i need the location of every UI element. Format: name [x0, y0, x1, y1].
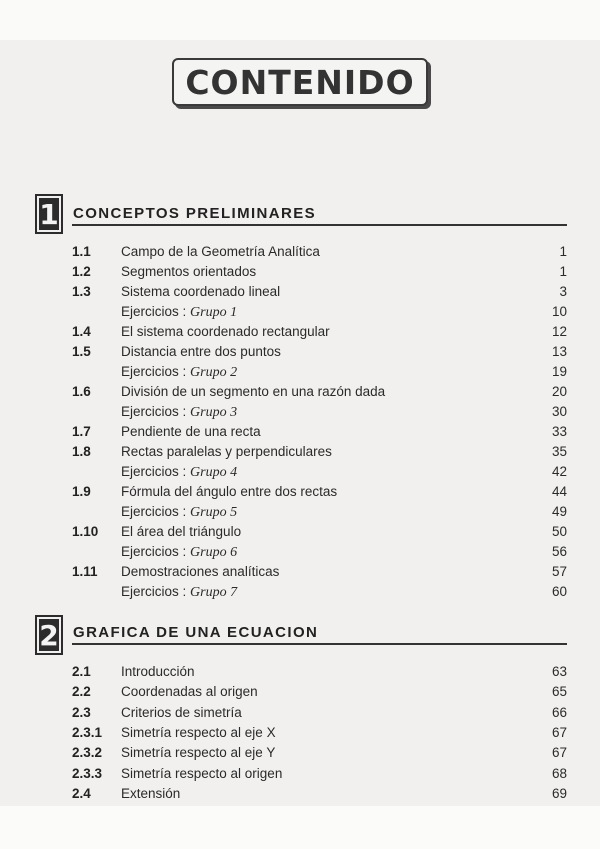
toc-entry-page: 19: [551, 364, 567, 379]
toc-entry-number: 1.9: [72, 484, 91, 499]
toc-entry-number: 2.1: [72, 664, 91, 679]
toc-entry-group: Grupo 7: [190, 585, 238, 600]
toc-entry: [72, 582, 567, 602]
toc-entry-title: [121, 784, 180, 804]
toc-entry-label: El área del triángulo: [121, 524, 242, 539]
toc-entry: [72, 502, 567, 522]
chapter-rule: [72, 643, 567, 645]
toc-entry: [72, 522, 567, 542]
toc-entry-label: Campo de la Geometría Analítica: [121, 244, 320, 259]
toc-entry: [72, 764, 567, 784]
chapter-rule: [72, 224, 567, 226]
toc-entry: [72, 262, 567, 282]
toc-entry-title: [121, 743, 275, 763]
toc-entry-title: [121, 542, 237, 563]
toc-entry: [72, 482, 567, 502]
toc-entry-title: [121, 442, 332, 462]
toc-entry-label: Sistema coordenado lineal: [121, 284, 281, 299]
toc-entry-number: 2.3.2: [72, 745, 103, 761]
toc-entry-page: 63: [551, 664, 567, 679]
toc-entry-title: [121, 322, 330, 342]
toc-entry-title: [121, 502, 237, 523]
toc-entry-page: 49: [551, 504, 567, 519]
toc-entry-label: Simetría respecto al origen: [121, 765, 283, 781]
toc-entry-group: Grupo 6: [190, 545, 238, 560]
toc-entry-number: 2.3: [72, 704, 91, 720]
toc-entry-number: 1.11: [72, 564, 98, 579]
toc-entry-title: [121, 342, 281, 362]
toc-entry-number: 2.3.1: [72, 724, 103, 740]
toc-entry-page: 68: [551, 765, 567, 781]
toc-entry: [72, 362, 567, 382]
toc-entry: [72, 322, 567, 342]
toc-entry: [72, 422, 567, 442]
toc-entry-page: 1: [559, 264, 567, 279]
toc-entry-number: 1.10: [72, 524, 99, 539]
toc-entry-number: 1.2: [72, 264, 91, 279]
toc-entry-number: 2.3.3: [72, 765, 103, 781]
toc-entry-title: [121, 662, 195, 682]
toc-entry-title: [121, 402, 237, 423]
toc-entry-title: [121, 723, 276, 743]
toc-entry-page: 69: [551, 785, 567, 801]
toc-entry-label: Simetría respecto al eje Y: [121, 745, 276, 761]
toc-entry-group: Grupo 1: [190, 305, 238, 320]
toc-entry-number: 1.7: [72, 424, 91, 439]
toc-entry-number: 1.3: [72, 284, 91, 299]
toc-entry-title: [121, 703, 242, 723]
toc-entry-title: [121, 262, 256, 282]
toc-entry-title: [121, 302, 237, 323]
toc-entry-label: Segmentos orientados: [121, 264, 257, 279]
toc-entry-title: [121, 562, 279, 582]
toc-entry-label: Distancia entre dos puntos: [121, 344, 281, 359]
toc-entry-page: 67: [551, 724, 567, 740]
toc-entry: [72, 784, 567, 804]
toc-entry: [72, 382, 567, 402]
toc-entry-group: Grupo 5: [190, 505, 238, 520]
chapter-title: GRAFICA DE UNA ECUACION: [73, 624, 319, 641]
toc-entry-page: 35: [551, 444, 567, 459]
toc-entry-label: Ejercicios :: [121, 544, 191, 559]
toc-entry-group: Grupo 4: [190, 465, 238, 480]
toc-entry-label: Rectas paralelas y perpendiculares: [121, 444, 332, 459]
toc-entry: [72, 442, 567, 462]
toc-entry-number: 1.8: [72, 444, 91, 459]
toc-entry: [72, 662, 567, 682]
toc-entry-label: Introducción: [121, 664, 195, 679]
toc-entry-page: 13: [551, 344, 567, 359]
toc-entry-title: [121, 582, 237, 603]
toc-entry: [72, 302, 567, 322]
toc-entry-page: 20: [551, 384, 567, 399]
page-top-margin: [0, 0, 600, 40]
toc-entry-label: Ejercicios :: [121, 464, 191, 479]
chapter-title: CONCEPTOS PRELIMINARES: [73, 205, 317, 222]
toc-entry-group: Grupo 2: [190, 365, 238, 380]
toc-entry: [72, 682, 567, 702]
toc-entry-page: 67: [551, 745, 567, 761]
toc-entry: [72, 402, 567, 422]
toc-entry-label: Ejercicios :: [121, 404, 191, 419]
toc-entry-label: Ejercicios :: [121, 304, 191, 319]
page-title: CONTENIDO: [185, 62, 415, 102]
toc-entry-title: [121, 242, 320, 262]
toc-entry-page: 60: [551, 584, 567, 599]
toc-entry: [72, 562, 567, 582]
toc-entry-page: 42: [551, 464, 567, 479]
toc-entry-label: Demostraciones analíticas: [121, 564, 280, 579]
toc-entry-title: [121, 362, 237, 383]
toc-entry-number: 1.4: [72, 324, 91, 339]
toc-entry: [72, 342, 567, 362]
toc-entry-title: [121, 482, 337, 502]
toc-entry-title: [121, 282, 280, 302]
toc-entry-label: Extensión: [121, 785, 181, 801]
toc-entry-number: 1.6: [72, 384, 91, 399]
toc-entry: [72, 703, 567, 723]
toc-entry-page: 44: [551, 484, 567, 499]
toc-entry-label: Fórmula del ángulo entre dos rectas: [121, 484, 338, 499]
toc-entry-title: [121, 682, 258, 702]
chapter-number-badge: 1: [35, 194, 63, 234]
toc-entry-page: 65: [551, 684, 567, 700]
contents-title-box: [172, 58, 428, 106]
toc-entry-page: 10: [551, 304, 567, 319]
toc-entry-label: División de un segmento en una razón dada: [121, 384, 386, 399]
toc-entry-group: Grupo 3: [190, 405, 238, 420]
toc-entry-page: 56: [551, 544, 567, 559]
toc-entry-label: Coordenadas al origen: [121, 684, 258, 700]
toc-entry-title: [121, 522, 241, 542]
toc-entry-label: Ejercicios :: [121, 584, 191, 599]
toc-entry-page: 50: [551, 524, 567, 539]
toc-entry-title: [121, 764, 282, 784]
toc-entry-page: 33: [551, 424, 567, 439]
toc-entry-page: 57: [551, 564, 567, 579]
toc-entry-label: El sistema coordenado rectangular: [121, 324, 330, 339]
toc-entry-number: 1.1: [72, 244, 91, 259]
toc-entry-number: 1.5: [72, 344, 91, 359]
toc-entry-number: 2.4: [72, 785, 91, 801]
toc-entry-label: Pendiente de una recta: [121, 424, 261, 439]
toc-entry-label: Ejercicios :: [121, 504, 191, 519]
toc-entry: [72, 282, 567, 302]
toc-entry-label: Simetría respecto al eje X: [121, 724, 276, 740]
toc-entry-label: Criterios de simetría: [121, 704, 242, 720]
toc-entry-page: 66: [551, 704, 567, 720]
chapter-number-badge: 2: [35, 615, 63, 655]
page-bottom-margin: [0, 806, 600, 849]
toc-entry: [72, 723, 567, 743]
toc-entry: [72, 542, 567, 562]
toc-entry-page: 30: [551, 404, 567, 419]
toc-entry: [72, 242, 567, 262]
toc-entry-title: [121, 382, 385, 402]
toc-entry-label: Ejercicios :: [121, 364, 191, 379]
toc-entry-title: [121, 422, 261, 442]
toc-entry-page: 3: [559, 284, 567, 299]
toc-entry-number: 2.2: [72, 684, 91, 700]
toc-entry-page: 1: [559, 244, 567, 259]
toc-entry-page: 12: [551, 324, 567, 339]
toc-entry-title: [121, 462, 237, 483]
toc-entry: [72, 462, 567, 482]
toc-entry: [72, 743, 567, 763]
